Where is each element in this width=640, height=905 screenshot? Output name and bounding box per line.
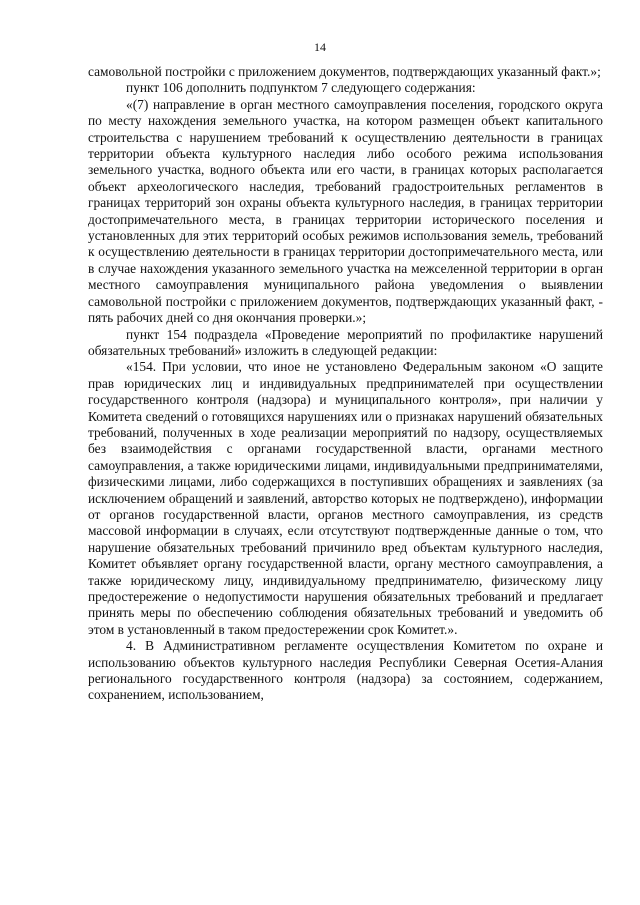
paragraph-continuation: самовольной постройки с приложением документов, подтверждающих указанный факт.»; [88, 64, 601, 79]
page-number: 14 [314, 40, 326, 54]
paragraph-subitem-7: «(7) направление в орган местного самоуправления поселения, городского округа по месту нахождения земельного участка, на котором размещен объект капитального строительства с нарушением требований к осуществлению деятельности в границах территории объекта культурного наследия либо особого режима использования земельного участка, водного объекта или его части, в границах которых располагается объект археологического наследия, требований градостроительных регламентов в границах территорий зон охраны объекта культурного наследия, в границах территории достопримечательного места, в границах территории исторического поселения и установленных для этих территорий особых режимов использования земель, требований к осуществлению деятельности в границах территории достопримечательного места, или в случае нахождения указанного земельного участка на межселенной территории в орган местного самоуправления муниципального района уведомления о выявлении самовольной постройки с приложением документов, подтверждающих указанный факт, - пять рабочих дней со дня окончания проверки.»; [88, 96, 603, 326]
document-body [88, 64, 603, 704]
paragraph-amend-154: пункт 154 подраздела «Проведение мероприятий по профилактике нарушений обязательных требований» изложить в следующей редакции: [88, 326, 603, 358]
paragraph-section-4: 4. В Административном регламенте осуществления Комитетом по охране и использованию объектов культурного наследия Республики Северная Осетия-Алания регионального государственного контроля (надзора) за состоянием, содержанием, сохранением, использованием, [88, 638, 603, 703]
paragraph-amend-106: пункт 106 дополнить подпунктом 7 следующего содержания: [126, 80, 476, 96]
paragraph-item-154: «154. При условии, что иное не установлено Федеральным законом «О защите прав юридических лиц и индивидуальных предпринимателей при осуществлении государственного контроля (надзора) и муниципального контроля», при наличии у Комитета сведений о готовящихся нарушениях или о признаках нарушений обязательных требований, полученных в ходе реализации мероприятий по надзору, осуществляемых без взаимодействия с органами государственной власти, органами местного самоуправления, а также юридическими лицами, индивидуальными предпринимателями, физическими лицами, либо содержащихся в поступивших обращениях и заявлениях (за исключением обращений и заявлений, авторство которых не подтверждено), информации от органов государственной власти, органов местного самоуправления, из средств массовой информации в случаях, если отсутствуют подтвержденные данные о том, что нарушение обязательных требований причинило вред объектам культурного наследия, Комитет объявляет органу государственной власти, органу местного самоуправления, а также юридическому лицу, индивидуальному предпринимателю, физическому лицу предостережение о недопустимости нарушения обязательных требований и предлагает принять меры по обеспечению соблюдения обязательных требований и уведомить об этом в установленный в таком предостережении срок Комитет.». [88, 359, 603, 637]
